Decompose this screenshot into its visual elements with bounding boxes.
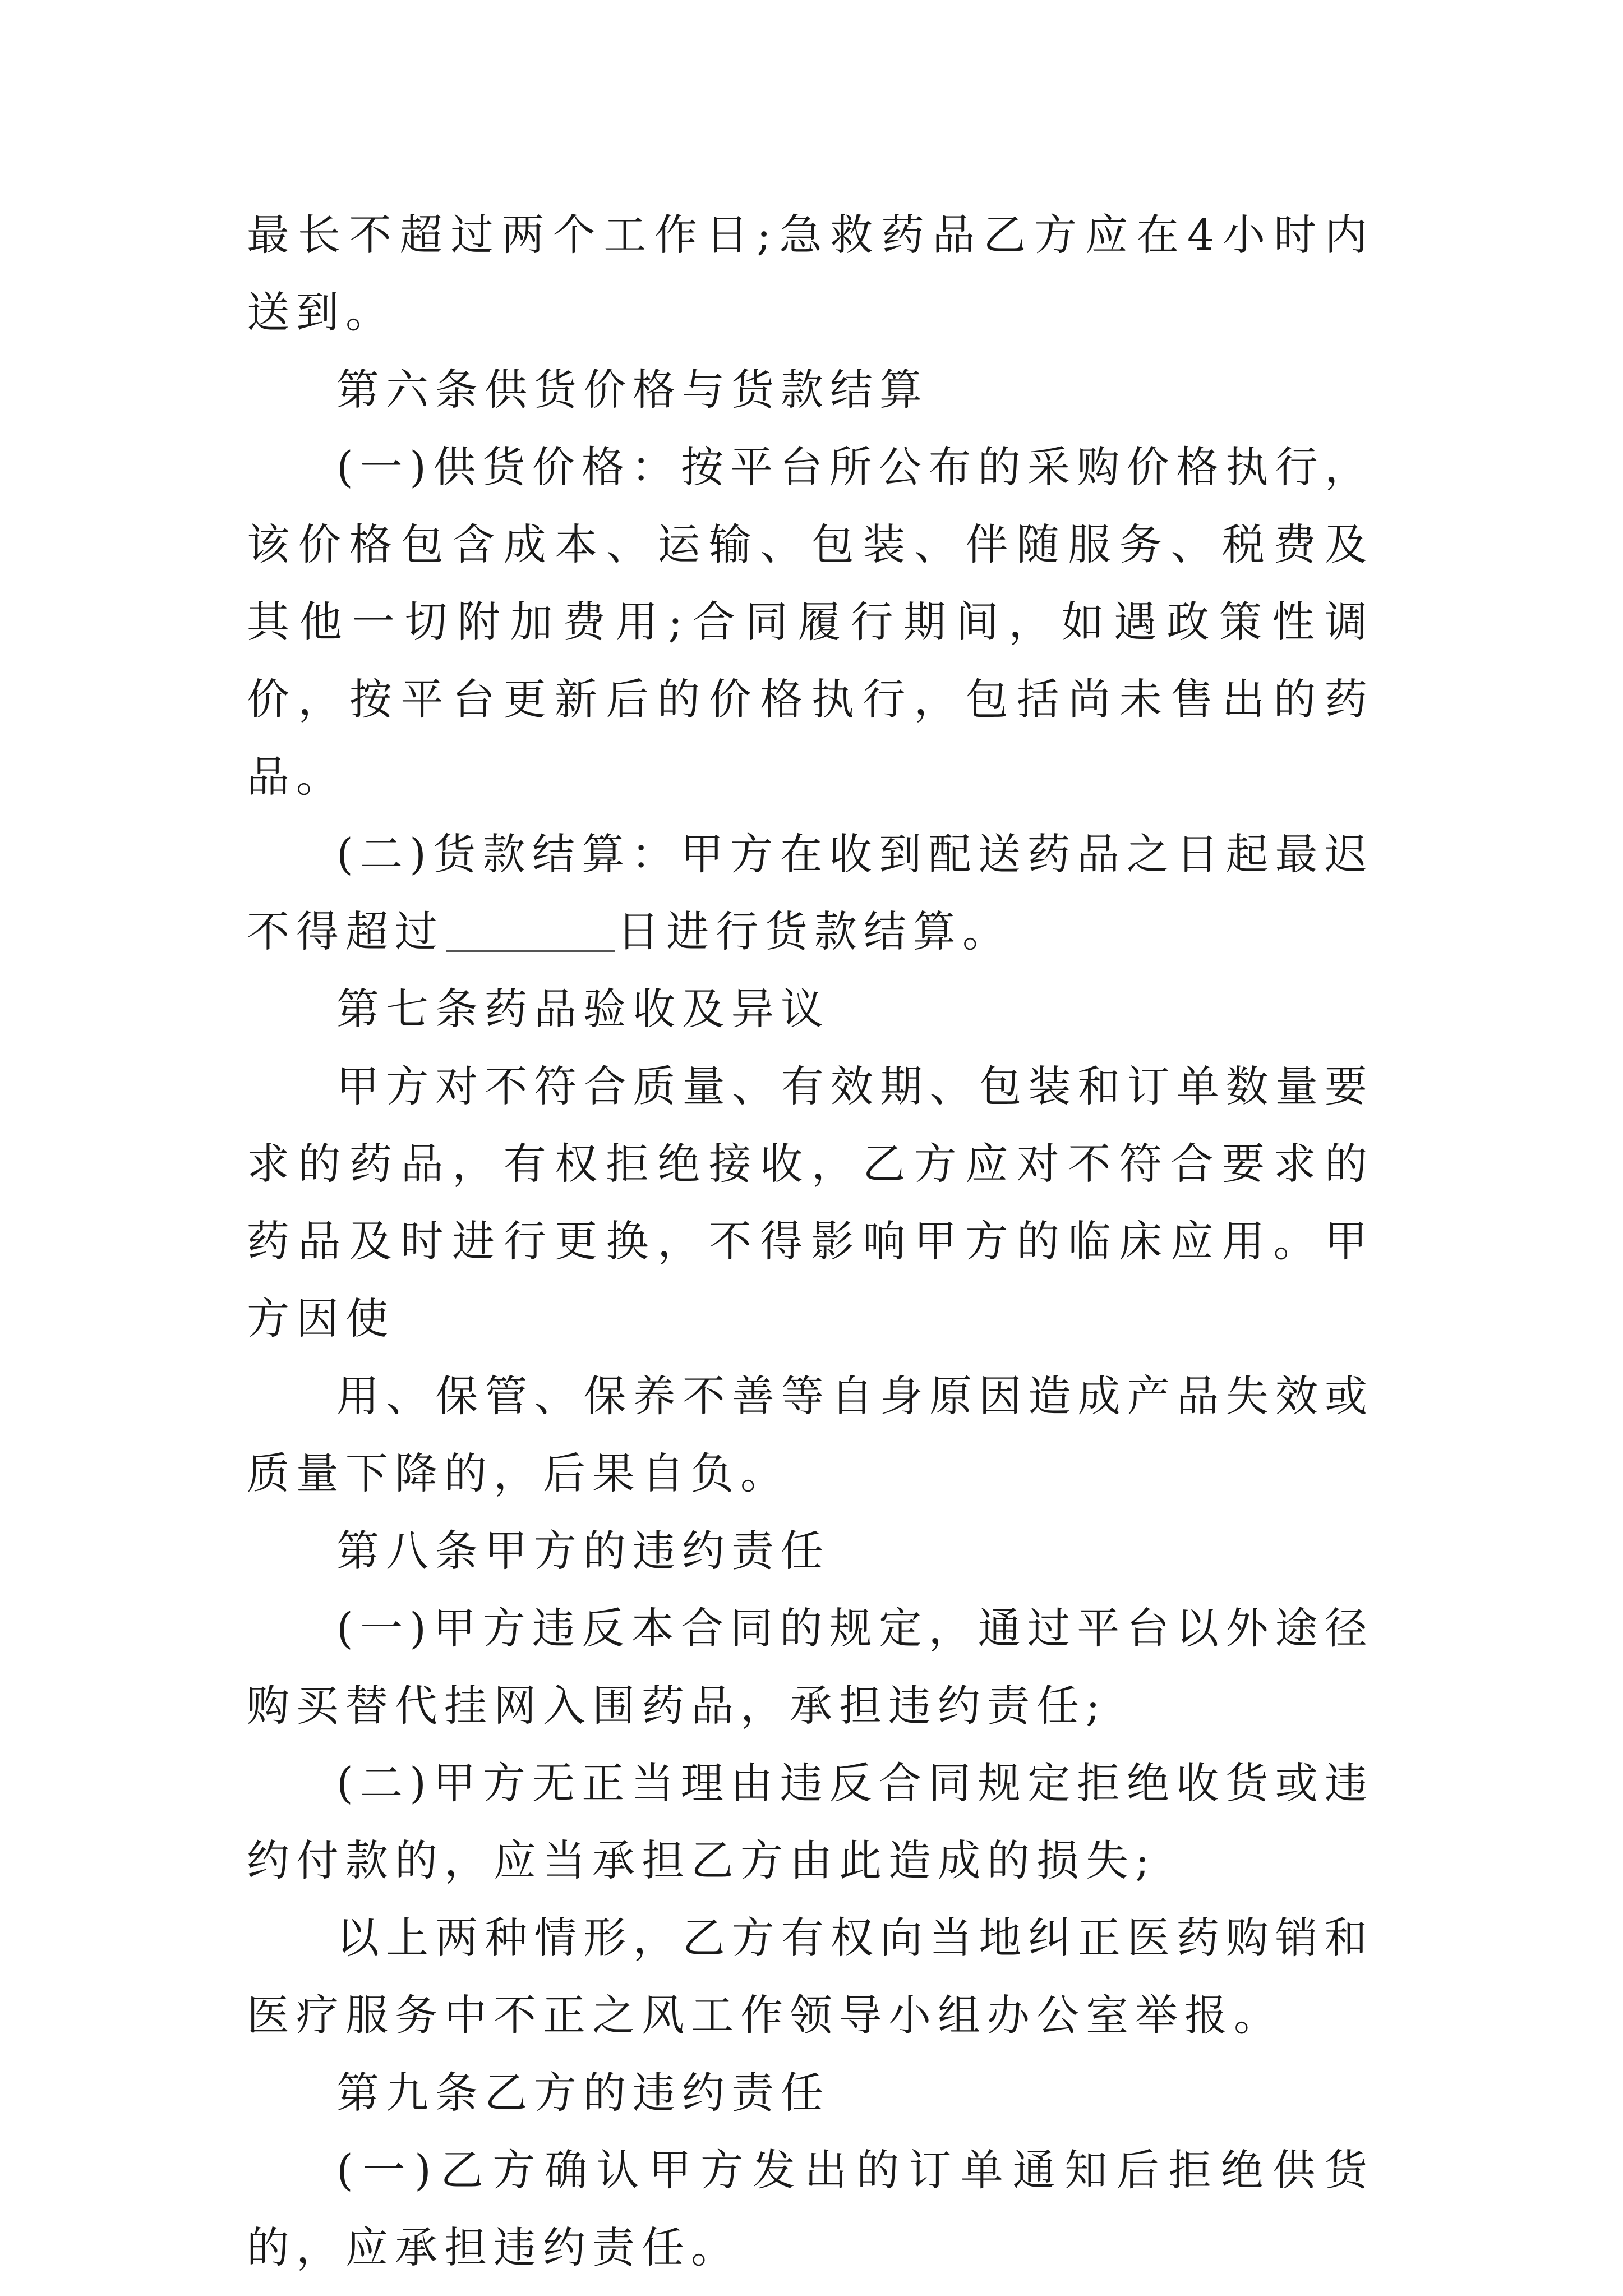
paragraph-acceptance-continued: 用、保管、保养不善等自身原因造成产品失效或质量下降的，后果自负。: [247, 1371, 1374, 1498]
paragraph-delivery-time: 最长不超过两个工作日;急救药品乙方应在4小时内送到。: [247, 210, 1374, 337]
paragraph-party-b-breach-1: (一)乙方确认甲方发出的订单通知后拒绝供货的，应承担违约责任。: [247, 2145, 1374, 2272]
payment-settlement-text-start: (二)货款结算：甲方在收到配送药品之日起最迟不得超过: [247, 829, 1374, 956]
paragraph-payment-settlement: [247, 816, 1374, 970]
heading-article-9: 第九条乙方的违约责任: [336, 2068, 830, 2118]
heading-article-8: 第八条甲方的违约责任: [336, 1526, 830, 1576]
blank-days-field: [446, 911, 615, 952]
paragraph-supply-price: (一)供货价格：按平台所公布的采购价格执行，该价格包含成本、运输、包装、伴随服务、税费及其他一切附加费用;合同履行期间，如遇政策性调价，按平台更新后的价格执行，包括尚未售出的药品。: [247, 442, 1374, 802]
heading-article-7: 第七条药品验收及异议: [336, 984, 830, 1034]
document-body: [247, 196, 1374, 2286]
paragraph-party-a-breach-2: (二)甲方无正当理由违反合同规定拒绝收货或违约付款的，应当承担乙方由此造成的损失;: [247, 1758, 1374, 1885]
paragraph-party-a-breach-1: (一)甲方违反本合同的规定，通过平台以外途径购买替代挂网入围药品，承担违约责任;: [247, 1603, 1374, 1731]
heading-article-6: 第六条供货价格与货款结算: [336, 365, 929, 415]
paragraph-report-right: 以上两种情形，乙方有权向当地纠正医药购销和医疗服务中不正之风工作领导小组办公室举报。: [247, 1913, 1374, 2040]
payment-settlement-text-end: 日进行货款结算。: [617, 907, 1012, 956]
paragraph-acceptance: 甲方对不符合质量、有效期、包装和订单数量要求的药品，有权拒绝接收，乙方应对不符合要求的药品及时进行更换，不得影响甲方的临床应用。甲方因使: [247, 1061, 1374, 1343]
